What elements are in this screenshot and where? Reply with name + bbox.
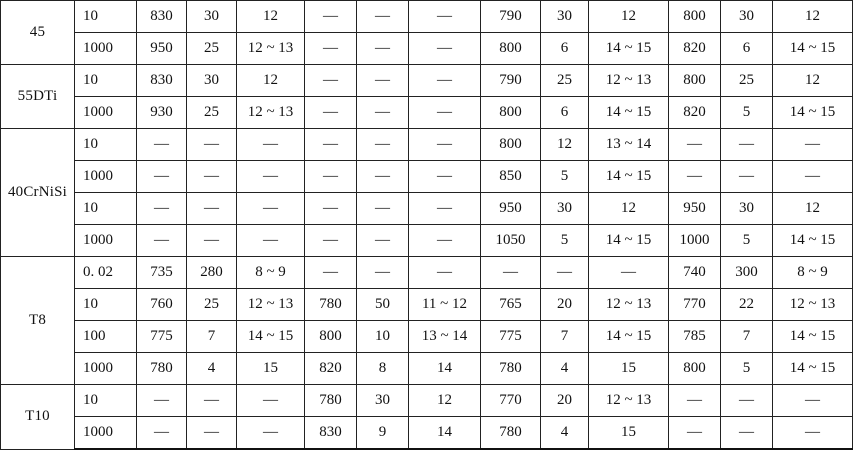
table-cell: 770 [481,385,541,417]
table-cell: 770 [669,289,721,321]
table-cell: — [305,97,357,129]
table-cell: 950 [669,193,721,225]
table-cell: 14 ~ 15 [237,321,305,353]
table-cell: 25 [721,65,773,97]
row-param-cell: 1000 [75,161,137,193]
table-row [1,65,853,97]
table-cell: — [409,1,481,33]
table-cell: — [409,193,481,225]
table-cell: — [721,385,773,417]
table-cell: 13 ~ 14 [589,129,669,161]
steel-grade-cell: 40CrNiSi [1,129,75,257]
table-cell: — [669,129,721,161]
table-row [1,1,853,33]
row-param-cell: 10 [75,289,137,321]
table-row [1,353,853,385]
table-cell: — [357,129,409,161]
table-cell: — [305,129,357,161]
table-cell: 12 ~ 13 [589,385,669,417]
table-cell: 22 [721,289,773,321]
table-cell: — [357,161,409,193]
table-cell: 12 ~ 13 [589,289,669,321]
table-cell: 25 [187,97,237,129]
table-cell: — [669,385,721,417]
table-cell: — [305,193,357,225]
table-cell: — [237,417,305,450]
table-cell: — [187,417,237,450]
table-cell: 15 [237,353,305,385]
table-cell: — [409,97,481,129]
steel-grade-cell: 45 [1,1,75,65]
table-cell: — [237,161,305,193]
steel-grade-cell: T10 [1,385,75,450]
table-cell: — [137,385,187,417]
table-cell: 12 [237,1,305,33]
table-cell: — [305,33,357,65]
table-cell: — [357,257,409,289]
table-cell: — [669,417,721,450]
table-cell: — [409,33,481,65]
table-cell: — [187,193,237,225]
table-cell: 6 [721,33,773,65]
table-cell: 9 [357,417,409,450]
table-cell: 790 [481,1,541,33]
table-cell: 830 [137,65,187,97]
table-cell: 5 [541,225,589,257]
table-cell: 775 [137,321,187,353]
table-cell: 775 [481,321,541,353]
table-cell: 25 [541,65,589,97]
row-param-cell: 1000 [75,33,137,65]
table-row [1,225,853,257]
table-row [1,33,853,65]
table-cell: — [357,33,409,65]
table-cell: 1000 [669,225,721,257]
table-cell: 830 [305,417,357,450]
row-param-cell: 1000 [75,417,137,450]
table-cell: 7 [541,321,589,353]
table-cell: 30 [187,65,237,97]
table-cell: 790 [481,65,541,97]
table-cell: 5 [541,161,589,193]
table-cell: — [721,161,773,193]
table-cell: — [481,257,541,289]
table-cell: 12 [773,193,853,225]
table-cell: 8 ~ 9 [773,257,853,289]
table-cell: 12 [773,1,853,33]
table-cell: 780 [137,353,187,385]
table-row [1,97,853,129]
table-cell: 14 ~ 15 [589,321,669,353]
table-cell: 820 [669,33,721,65]
table-cell: — [721,417,773,450]
table-cell: 14 ~ 15 [773,33,853,65]
row-param-cell: 1000 [75,97,137,129]
table-cell: — [137,417,187,450]
table-cell: 820 [669,97,721,129]
table-cell: — [137,225,187,257]
table-cell: — [305,1,357,33]
row-param-cell: 10 [75,193,137,225]
table-cell: 280 [187,257,237,289]
table-cell: 30 [721,193,773,225]
table-cell: — [237,225,305,257]
table-cell: 20 [541,289,589,321]
table-cell: 12 [589,193,669,225]
table-cell: — [305,257,357,289]
table-cell: 25 [187,289,237,321]
table-cell: 950 [137,33,187,65]
table-cell: — [187,161,237,193]
table-cell: — [409,225,481,257]
table-cell: 12 [541,129,589,161]
table-cell: — [357,225,409,257]
table-cell: 12 [589,1,669,33]
table-cell: 14 ~ 15 [589,97,669,129]
table-cell: 800 [481,129,541,161]
table-cell: — [357,193,409,225]
table-cell: 850 [481,161,541,193]
table-cell: — [137,129,187,161]
table-cell: 14 ~ 15 [589,161,669,193]
table-cell: — [773,385,853,417]
table-cell: — [137,161,187,193]
row-param-cell: 1000 [75,225,137,257]
table-cell: 12 ~ 13 [237,97,305,129]
table-cell: 950 [481,193,541,225]
table-cell: 12 ~ 13 [237,289,305,321]
table-cell: 300 [721,257,773,289]
table-cell: 12 ~ 13 [589,65,669,97]
table-cell: — [773,417,853,450]
table-row [1,129,853,161]
table-cell: 12 [773,65,853,97]
table-row [1,385,853,417]
table-cell: 25 [187,33,237,65]
table-cell: 12 [237,65,305,97]
table-cell: 4 [541,417,589,450]
table-cell: 12 ~ 13 [237,33,305,65]
table-cell: 740 [669,257,721,289]
table-row [1,257,853,289]
row-param-cell: 100 [75,321,137,353]
table-cell: — [305,225,357,257]
table-cell: 4 [541,353,589,385]
table-cell: 930 [137,97,187,129]
table-row [1,193,853,225]
table-cell: 800 [669,1,721,33]
table-cell: 30 [541,193,589,225]
table-cell: — [721,129,773,161]
table-cell: 14 ~ 15 [773,321,853,353]
table-cell: 13 ~ 14 [409,321,481,353]
table-cell: — [669,161,721,193]
table-cell: 820 [305,353,357,385]
row-param-cell: 0. 02 [75,257,137,289]
table-cell: — [187,385,237,417]
table-cell: 800 [669,65,721,97]
table-row [1,289,853,321]
table-cell: 20 [541,385,589,417]
table-cell: — [187,225,237,257]
table-cell: 760 [137,289,187,321]
row-param-cell: 10 [75,385,137,417]
table-cell: 14 ~ 15 [773,225,853,257]
row-param-cell: 1000 [75,353,137,385]
table-cell: — [409,257,481,289]
table-cell: 50 [357,289,409,321]
table-cell: 780 [481,417,541,450]
table-cell: 15 [589,353,669,385]
table-cell: — [541,257,589,289]
table-cell: 765 [481,289,541,321]
table-cell: — [237,385,305,417]
row-param-cell: 10 [75,65,137,97]
table-cell: 5 [721,97,773,129]
table-row [1,161,853,193]
table-cell: 30 [721,1,773,33]
table-cell: 11 ~ 12 [409,289,481,321]
table-cell: 780 [305,289,357,321]
table-cell: 14 [409,353,481,385]
table-cell: — [137,193,187,225]
steel-grade-cell: 55DTi [1,65,75,129]
table-cell: 735 [137,257,187,289]
table-cell: 785 [669,321,721,353]
table-cell: 30 [187,1,237,33]
table-cell: — [773,161,853,193]
table-cell: 7 [187,321,237,353]
table-cell: 6 [541,33,589,65]
table-cell: 780 [481,353,541,385]
table-cell: 30 [541,1,589,33]
table-cell: 1050 [481,225,541,257]
row-param-cell: 10 [75,1,137,33]
table-cell: — [773,129,853,161]
table-cell: 800 [669,353,721,385]
table-body [1,1,853,450]
table-cell: 4 [187,353,237,385]
table-cell: 800 [481,33,541,65]
table-cell: 12 [409,385,481,417]
table-cell: 6 [541,97,589,129]
table-cell: — [357,1,409,33]
table-row [1,417,853,450]
table-row [1,321,853,353]
table-cell: 14 ~ 15 [773,353,853,385]
table-cell: 7 [721,321,773,353]
table-cell: 15 [589,417,669,450]
table-cell: 10 [357,321,409,353]
table-cell: 8 [357,353,409,385]
table-cell: — [237,193,305,225]
table-cell: 8 ~ 9 [237,257,305,289]
table-cell: — [409,65,481,97]
table-cell: — [357,65,409,97]
table-cell: 5 [721,225,773,257]
table-cell: — [187,129,237,161]
table-cell: 14 ~ 15 [773,97,853,129]
table-cell: — [409,161,481,193]
table-cell: 800 [481,97,541,129]
table-cell: — [305,161,357,193]
table-cell: 14 [409,417,481,450]
table-cell: 830 [137,1,187,33]
table-cell: — [589,257,669,289]
table-cell: 780 [305,385,357,417]
table-cell: 800 [305,321,357,353]
table-cell: — [357,97,409,129]
table-cell: 5 [721,353,773,385]
table-cell: 30 [357,385,409,417]
table-cell: — [237,129,305,161]
steel-grade-cell: T8 [1,257,75,385]
table-cell: — [305,65,357,97]
table-cell: 14 ~ 15 [589,33,669,65]
table-cell: 14 ~ 15 [589,225,669,257]
row-param-cell: 10 [75,129,137,161]
table-cell: — [409,129,481,161]
table-cell: 12 ~ 13 [773,289,853,321]
